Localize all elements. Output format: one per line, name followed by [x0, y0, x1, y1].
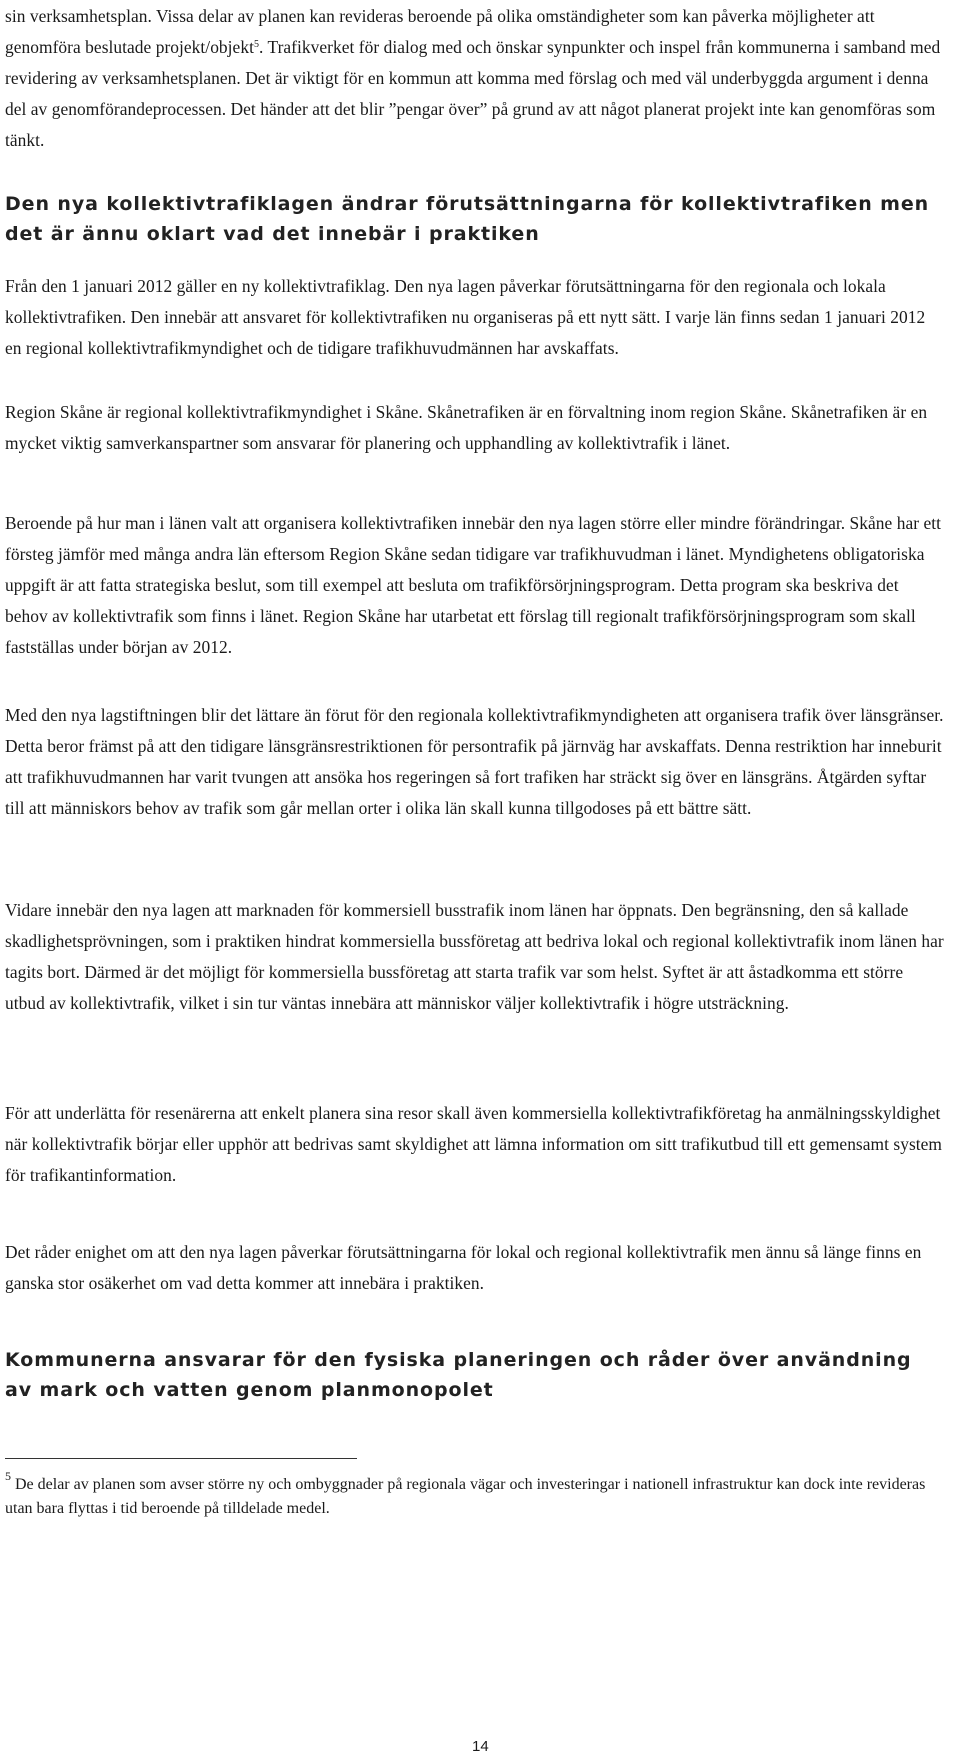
footnote	[5, 1469, 945, 1521]
paragraph-enighet: Det råder enighet om att den nya lagen påverkar förutsättningarna för lokal och regional kollektivtrafik men ännu så länge finns en ganska stor osäkerhet om vad detta kommer att innebära i praktiken.	[5, 1242, 922, 1293]
section-heading-planmonopolet: Kommunerna ansvarar för den fysiska planeringen och råder över användning av mark och vatten genom planmonopolet	[5, 1349, 912, 1401]
paragraph-intro	[5, 1, 945, 156]
page-number: 14	[472, 1738, 489, 1755]
paragraph-organisation: Beroende på hur man i länen valt att organisera kollektivtrafiken innebär den nya lagen större eller mindre förändringar. Skåne har ett försteg jämför med många andra län eftersom Region Skåne sedan tidigare var trafikhuvudman i länet. Myndighetens obligatoriska uppgift är att fatta strategiska beslut, som till exempel att besluta om trafikförsörjningsprogram. Detta program ska beskriva det behov av kollektivtrafik som finns i länet. Region Skåne har utarbetat ett förslag till regionalt trafikförsörjningsprogram som skall fastställas under början av 2012.	[5, 513, 941, 657]
paragraph-intro-text-cont: . Trafikverket för dialog med och önskar synpunkter och inspel från kommunerna i samband med revidering av verksamhetsplanen. Det är viktigt för en kommun att komma med förslag och med väl underbyggda argument i denna del av genomförandeprocessen. Det händer att det blir ”pengar över” på grund av att något planerat projekt inte kan genomföras som tänkt.	[5, 37, 941, 150]
footnote-reference[interactable]: 5	[253, 39, 260, 50]
paragraph-marknaden: Vidare innebär den nya lagen att marknaden för kommersiell busstrafik inom länen har öppnats. Den begränsning, den så kallade skadlighetsprövningen, som i praktiken hindrat kommersiella bussföretag att bedriva lokal och regional kollektivtrafik inom länen har tagits bort. Därmed är det möjligt för kommersiella bussföretag att starta trafik var som helst. Syftet är att åstadkomma ett större utbud av kollektivtrafik, vilket i sin tur väntas innebära att människor väljer kollektivtrafik i högre utsträckning.	[5, 900, 944, 1013]
paragraph-resenarer: För att underlätta för resenärerna att enkelt planera sina resor skall även kommersiella kollektivtrafikföretag ha anmälningsskyldighet när kollektivtrafik börjar eller upphör att bedrivas samt skyldighet att lämna information om sitt trafikutbud till ett gemensamt system för trafikantinformation.	[5, 1103, 942, 1185]
paragraph-region-skane: Region Skåne är regional kollektivtrafikmyndighet i Skåne. Skånetrafiken är en förvaltning inom region Skåne. Skånetrafiken är en mycket viktig samverkanspartner som ansvarar för planering och upphandling av kollektivtrafik i länet.	[5, 402, 928, 453]
paragraph-intro-text: sin verksamhetsplan. Vissa delar av planen kan revideras beroende på olika omständigheter som kan påverka möjligheter att genomföra beslutade projekt/objekt	[5, 6, 875, 57]
footnote-number: 5	[5, 1469, 11, 1483]
paragraph-new-law: Från den 1 januari 2012 gäller en ny kollektivtrafiklag. Den nya lagen påverkar förutsättningarna för den regionala och lokala kollektivtrafiken. Den innebär att ansvaret för kollektivtrafiken nu organiseras på ett nytt sätt. I varje län finns sedan 1 januari 2012 en regional kollektivtrafikmyndighet och de tidigare trafikhuvudmännen har avskaffats.	[5, 276, 926, 358]
footnote-divider	[5, 1458, 357, 1459]
section-heading-kollektivtrafiklagen: Den nya kollektivtrafiklagen ändrar förutsättningarna för kollektivtrafiken men det är ännu oklart vad det innebär i praktiken	[5, 193, 930, 245]
paragraph-lagstiftning: Med den nya lagstiftningen blir det lättare än förut för den regionala kollektivtrafikmyndigheten att organisera trafik över länsgränser. Detta beror främst på att den tidigare länsgränsrestriktionen för persontrafik på järnväg har avskaffats. Denna restriktion har inneburit att trafikhuvudmannen har varit tvungen att ansöka hos regeringen så fort trafiken har sträckt sig över en länsgräns. Åtgärden syftar till att människors behov av trafik som går mellan orter i olika län skall kunna tillgodoses på ett bättre sätt.	[5, 705, 944, 818]
footnote-text: De delar av planen som avser större ny och ombyggnader på regionala vägar och investeringar i nationell infrastruktur kan dock inte revideras utan bara flyttas i tid beroende på tilldelade medel.	[5, 1476, 926, 1517]
